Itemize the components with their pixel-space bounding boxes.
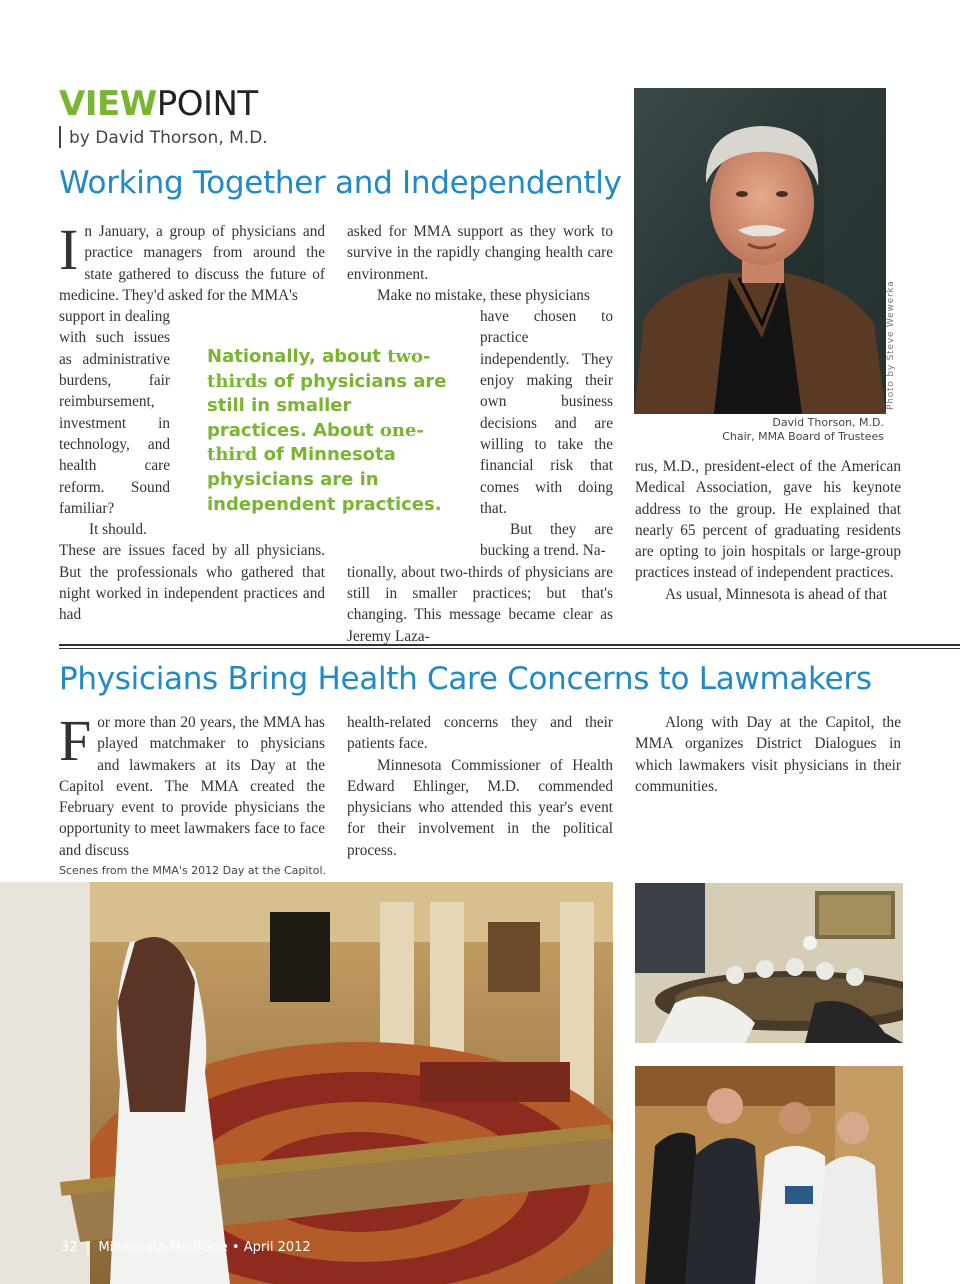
conversation-illustration [635, 1066, 903, 1284]
article-headline: Physicians Bring Health Care Concerns to Lawmakers [59, 661, 872, 697]
article-headline: Working Together and Independently [59, 165, 622, 201]
body-text: Along with Day at the Capitol, the MMA organizes District Dialogues in which lawmakers visit physicians in their communities. [635, 714, 901, 795]
body-text: Minnesota Commissioner of Health Edward Ehlinger, M.D. commended physicians who attended this year's event for their involvement in the political process. [347, 756, 613, 859]
narrow-text [59, 306, 170, 540]
portrait-caption [640, 416, 884, 444]
capitol-chamber-photo [0, 882, 613, 1284]
body-text: rus, M.D., president-elect of the American Medical Association, gave his keynote address to the group. He explained that nearly 65 percent of graduating residents are opting to join hospitals or large-group practices instead of independent practices. [635, 458, 901, 582]
portrait-caption-title: Chair, MMA Board of Trustees [722, 430, 884, 443]
dropcap: F [59, 708, 92, 773]
pull-quote-text: of Minnesota physicians are in independent practices. [207, 444, 442, 515]
pull-quote-emphasis: one-third [207, 419, 424, 466]
publication-name: Minnesota Medicine [98, 1240, 228, 1255]
issue-date: April 2012 [243, 1240, 311, 1255]
narrow-text [480, 306, 613, 562]
body-text: support in dealing with such issues as administrative burdens, fair reimbursement, investment in technology, and health care reform. Sound familiar? [59, 308, 170, 517]
byline [59, 126, 268, 148]
portrait-illustration [634, 88, 886, 414]
hallway-conversation-photo [635, 1066, 903, 1284]
section-label [59, 84, 258, 124]
pull-quote-emphasis: two-thirds [207, 346, 431, 392]
section-label-bold: VIEW [59, 84, 157, 124]
page-number: 32 [61, 1240, 78, 1255]
page-footer: 32 | Minnesota Medicine • April 2012 [61, 1240, 311, 1255]
author-portrait-photo [634, 88, 886, 414]
body-text: It should. [89, 521, 147, 539]
section-label-rest: POINT [156, 84, 258, 124]
section-divider [59, 648, 960, 649]
body-text: or more than 20 years, the MMA has played matchmaker to physicians and lawmakers at its Day at the Capitol event. The MMA created the February event to provide physicians the opportunity to meet lawmakers face to face and discuss [59, 714, 325, 859]
byline-divider [59, 126, 61, 148]
body-text: asked for MMA support as they work to survive in the rapidly changing health care environment. [347, 223, 613, 283]
body-text: As usual, Minnesota is ahead of that [665, 585, 888, 603]
article1-column-3 [635, 456, 901, 605]
pull-quote-text: of physicians are still in smaller practices. About [207, 370, 447, 441]
byline-text: by David Thorson, M.D. [69, 128, 268, 148]
pull-quote [207, 345, 452, 517]
photo-credit-text: Photo by Steve Wewerka [886, 280, 896, 410]
body-text: tionally, about two-thirds of physicians are still in smaller practices; but that's changing. This message became clear as Jeremy Laza- [347, 563, 613, 645]
dropcap: I [59, 217, 79, 282]
article2-column-1 [59, 708, 325, 861]
body-text: Make no mistake, these physicians [377, 286, 590, 304]
portrait-caption-name: David Thorson, M.D. [772, 416, 884, 429]
pull-quote-text: Nationally, about [207, 346, 388, 367]
photo-credit [884, 280, 898, 412]
body-text: But they are bucking a trend. Na- [480, 521, 613, 560]
meeting-illustration [635, 883, 903, 1043]
chamber-illustration [0, 882, 613, 1284]
photo-caption: Scenes from the MMA's 2012 Day at the Capitol. [59, 864, 327, 877]
meeting-room-photo [635, 883, 903, 1043]
body-text: n January, a group of physicians and practice managers from around the state gathered to discuss the future of medicine. They'd asked for the MMA's [59, 223, 325, 304]
article2-column-2 [347, 712, 613, 861]
body-text: have chosen to practice independently. They enjoy making their own business decisions and are willing to take the financial risk that comes with doing that. [480, 308, 613, 517]
section-divider [59, 644, 960, 646]
body-text: health-related concerns they and their patients face. [347, 714, 613, 753]
body-text: These are issues faced by all physicians. But the professionals who gathered that night worked in independent practices and had [59, 542, 325, 624]
article2-column-3 [635, 712, 901, 797]
